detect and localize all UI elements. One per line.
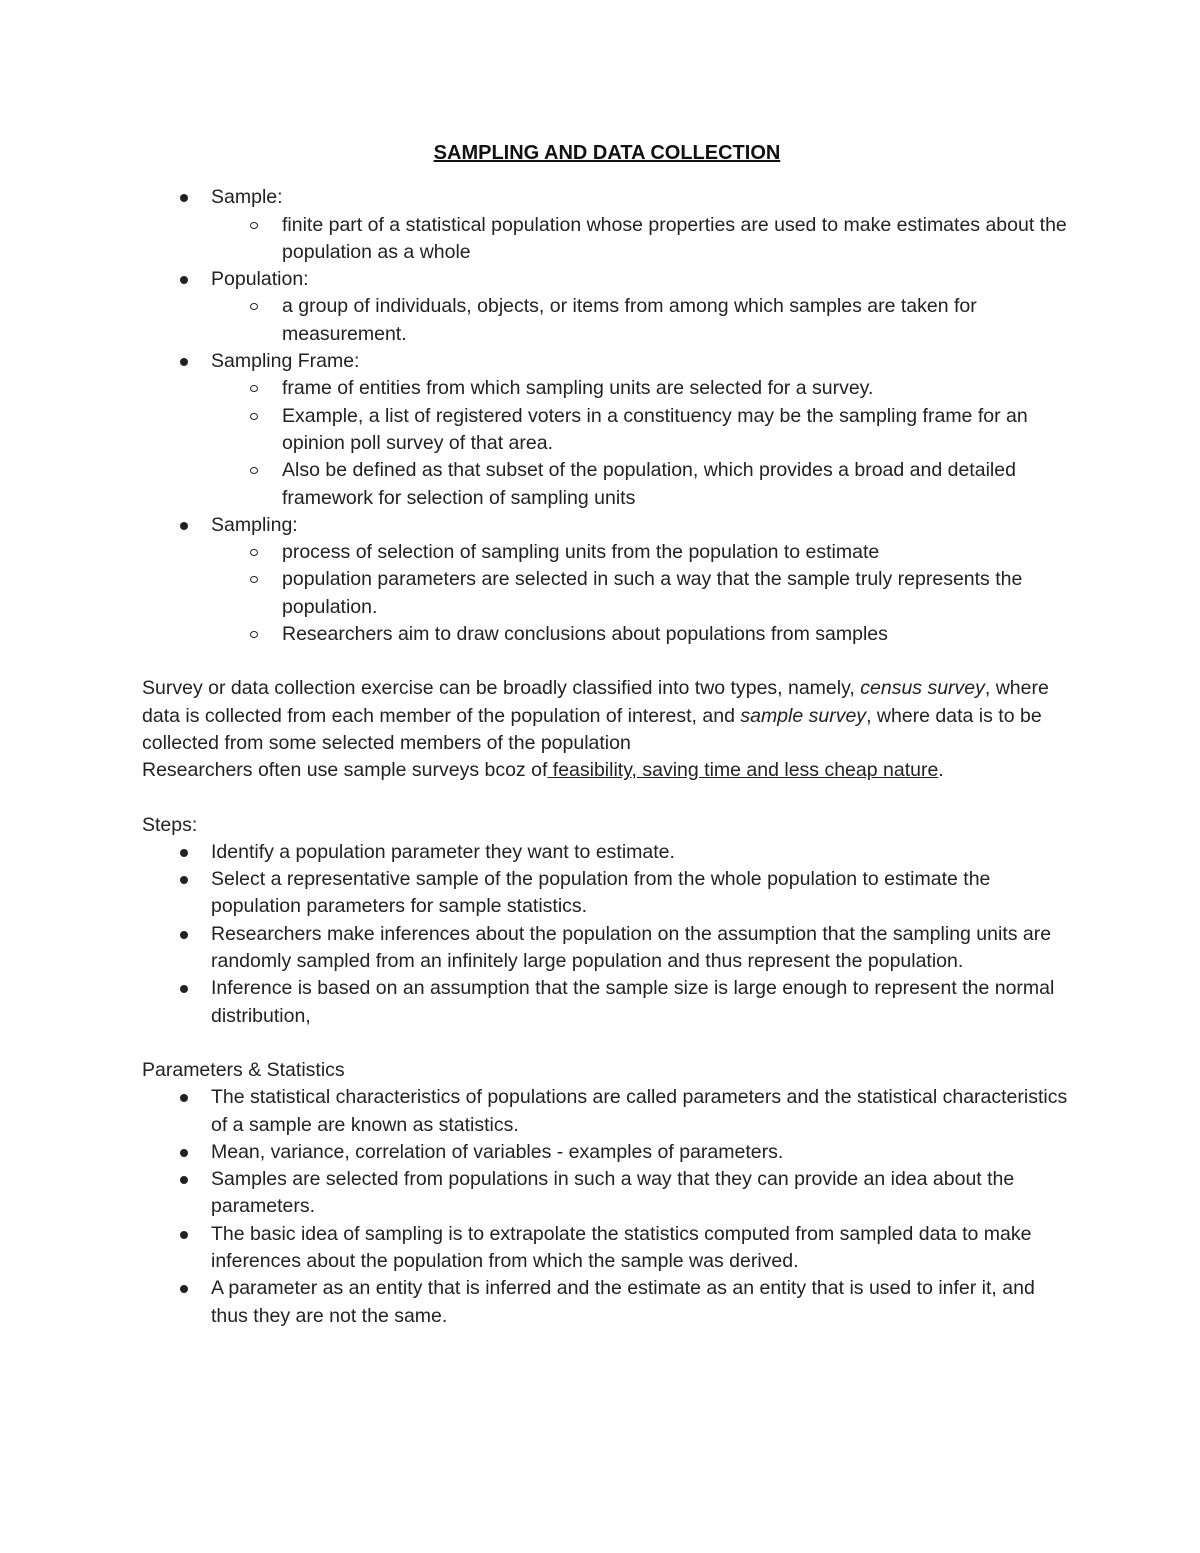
- step-text: Identify a population parameter they want to estimate.: [211, 840, 675, 863]
- list-item: [142, 975, 1072, 1030]
- sub-item-text: population parameters are selected in such a way that the sample truly represents the population.: [282, 568, 1023, 618]
- list-item-sample: [142, 184, 1072, 266]
- document-body: [142, 140, 1072, 1330]
- sub-list-item: [142, 212, 1072, 267]
- sub-item-text: frame of entities from which sampling units are selected for a survey.: [282, 377, 874, 400]
- sub-item-text: finite part of a statistical population whose properties are used to make estimates about the population as a whole: [282, 213, 1067, 263]
- survey-paragraph: [142, 675, 1072, 757]
- sub-list-item: [142, 293, 1072, 348]
- filled-bullet-icon: [180, 1094, 188, 1102]
- list-item: [142, 921, 1072, 976]
- researchers-text: Researchers often use sample surveys bcoz of: [142, 759, 548, 782]
- term-label: Population:: [211, 268, 309, 291]
- param-text: A parameter as an entity that is inferred and the estimate as an entity that is used to infer it, and thus they are not the same.: [211, 1277, 1035, 1327]
- underlined-reasons: feasibility, saving time and less cheap nature: [547, 759, 939, 782]
- list-item: [142, 839, 1072, 866]
- sub-item-text: Example, a list of registered voters in a constituency may be the sampling frame for an opinion poll survey of that area.: [282, 404, 1028, 454]
- list-item: [142, 1221, 1072, 1276]
- spacer: [142, 648, 1072, 675]
- survey-text-part: , where data is to be collected from some selected members of the population: [142, 704, 1042, 754]
- survey-text-part: , where data is collected from each member of the population of interest, and: [142, 677, 1049, 727]
- hollow-bullet-icon: [250, 385, 258, 392]
- filled-bullet-icon: [180, 522, 188, 530]
- hollow-bullet-icon: [250, 413, 258, 420]
- hollow-bullet-icon: [250, 467, 258, 474]
- researchers-suffix: .: [938, 759, 944, 782]
- page-title: SAMPLING AND DATA COLLECTION: [433, 142, 781, 164]
- step-text: Select a representative sample of the population from the whole population to estimate the population parameters for sample statistics.: [211, 868, 991, 918]
- list-item: [142, 866, 1072, 921]
- hollow-bullet-icon: [250, 631, 258, 638]
- spacer: [142, 1030, 1072, 1057]
- filled-bullet-icon: [180, 876, 188, 884]
- filled-bullet-icon: [180, 194, 188, 202]
- filled-bullet-icon: [180, 1231, 188, 1239]
- list-item: [142, 1139, 1072, 1166]
- params-list: [142, 1084, 1072, 1330]
- sub-list: [211, 375, 1072, 511]
- census-survey-term: census survey: [860, 677, 985, 700]
- sub-item-text: Also be defined as that subset of the population, which provides a broad and detailed framework for selection of sampling units: [282, 459, 1016, 509]
- researchers-line: [142, 757, 1072, 784]
- sub-list-item: [142, 621, 1072, 648]
- sub-list-item: [142, 539, 1072, 566]
- list-item: [142, 1166, 1072, 1221]
- term-label: Sample:: [211, 186, 283, 209]
- param-text: The statistical characteristics of populations are called parameters and the statistical characteristics of a sample are known as statistics.: [211, 1086, 1068, 1136]
- param-text: Mean, variance, correlation of variables - examples of parameters.: [211, 1140, 784, 1163]
- params-heading: Parameters & Statistics: [142, 1058, 345, 1081]
- filled-bullet-icon: [180, 1285, 188, 1293]
- filled-bullet-icon: [180, 849, 188, 857]
- list-item-sampling: [142, 512, 1072, 648]
- list-item-sampling-frame: [142, 348, 1072, 512]
- definitions-list: [142, 184, 1072, 648]
- sub-list: [211, 293, 1072, 348]
- filled-bullet-icon: [180, 358, 188, 366]
- steps-list: [142, 839, 1072, 1030]
- filled-bullet-icon: [180, 1149, 188, 1157]
- list-item: [142, 1275, 1072, 1330]
- hollow-bullet-icon: [250, 303, 258, 310]
- sub-item-text: Researchers aim to draw conclusions about populations from samples: [282, 623, 888, 646]
- step-text: Inference is based on an assumption that the sample size is large enough to represent the normal distribution,: [211, 977, 1055, 1027]
- param-text: The basic idea of sampling is to extrapolate the statistics computed from sampled data to make inferences about the population from which the sample was derived.: [211, 1222, 1032, 1272]
- sample-survey-term: sample survey: [740, 704, 867, 727]
- param-text: Samples are selected from populations in such a way that they can provide an idea about the parameters.: [211, 1168, 1015, 1218]
- filled-bullet-icon: [180, 1176, 188, 1184]
- term-label: Sampling:: [211, 513, 298, 536]
- steps-heading: Steps:: [142, 813, 198, 836]
- sub-list-item: [142, 566, 1072, 621]
- term-label: Sampling Frame:: [211, 350, 360, 373]
- sub-list: [211, 212, 1072, 267]
- list-item-population: [142, 266, 1072, 348]
- hollow-bullet-icon: [250, 222, 258, 229]
- sub-list-item: [142, 375, 1072, 402]
- hollow-bullet-icon: [250, 576, 258, 583]
- spacer: [142, 785, 1072, 812]
- hollow-bullet-icon: [250, 549, 258, 556]
- step-text: Researchers make inferences about the population on the assumption that the sampling units are randomly sampled from an infinitely large population and thus represent the population.: [211, 922, 1052, 973]
- survey-text-part: Survey or data collection exercise can be broadly classified into two types, namely,: [142, 677, 861, 700]
- sub-list-item: [142, 403, 1072, 458]
- filled-bullet-icon: [180, 985, 188, 993]
- list-item: [142, 1084, 1072, 1139]
- sub-item-text: process of selection of sampling units from the population to estimate: [282, 541, 880, 564]
- filled-bullet-icon: [180, 931, 188, 939]
- filled-bullet-icon: [180, 276, 188, 284]
- sub-item-text: a group of individuals, objects, or items from among which samples are taken for measurement.: [282, 295, 977, 345]
- sub-list-item: [142, 457, 1072, 512]
- sub-list: [211, 539, 1072, 648]
